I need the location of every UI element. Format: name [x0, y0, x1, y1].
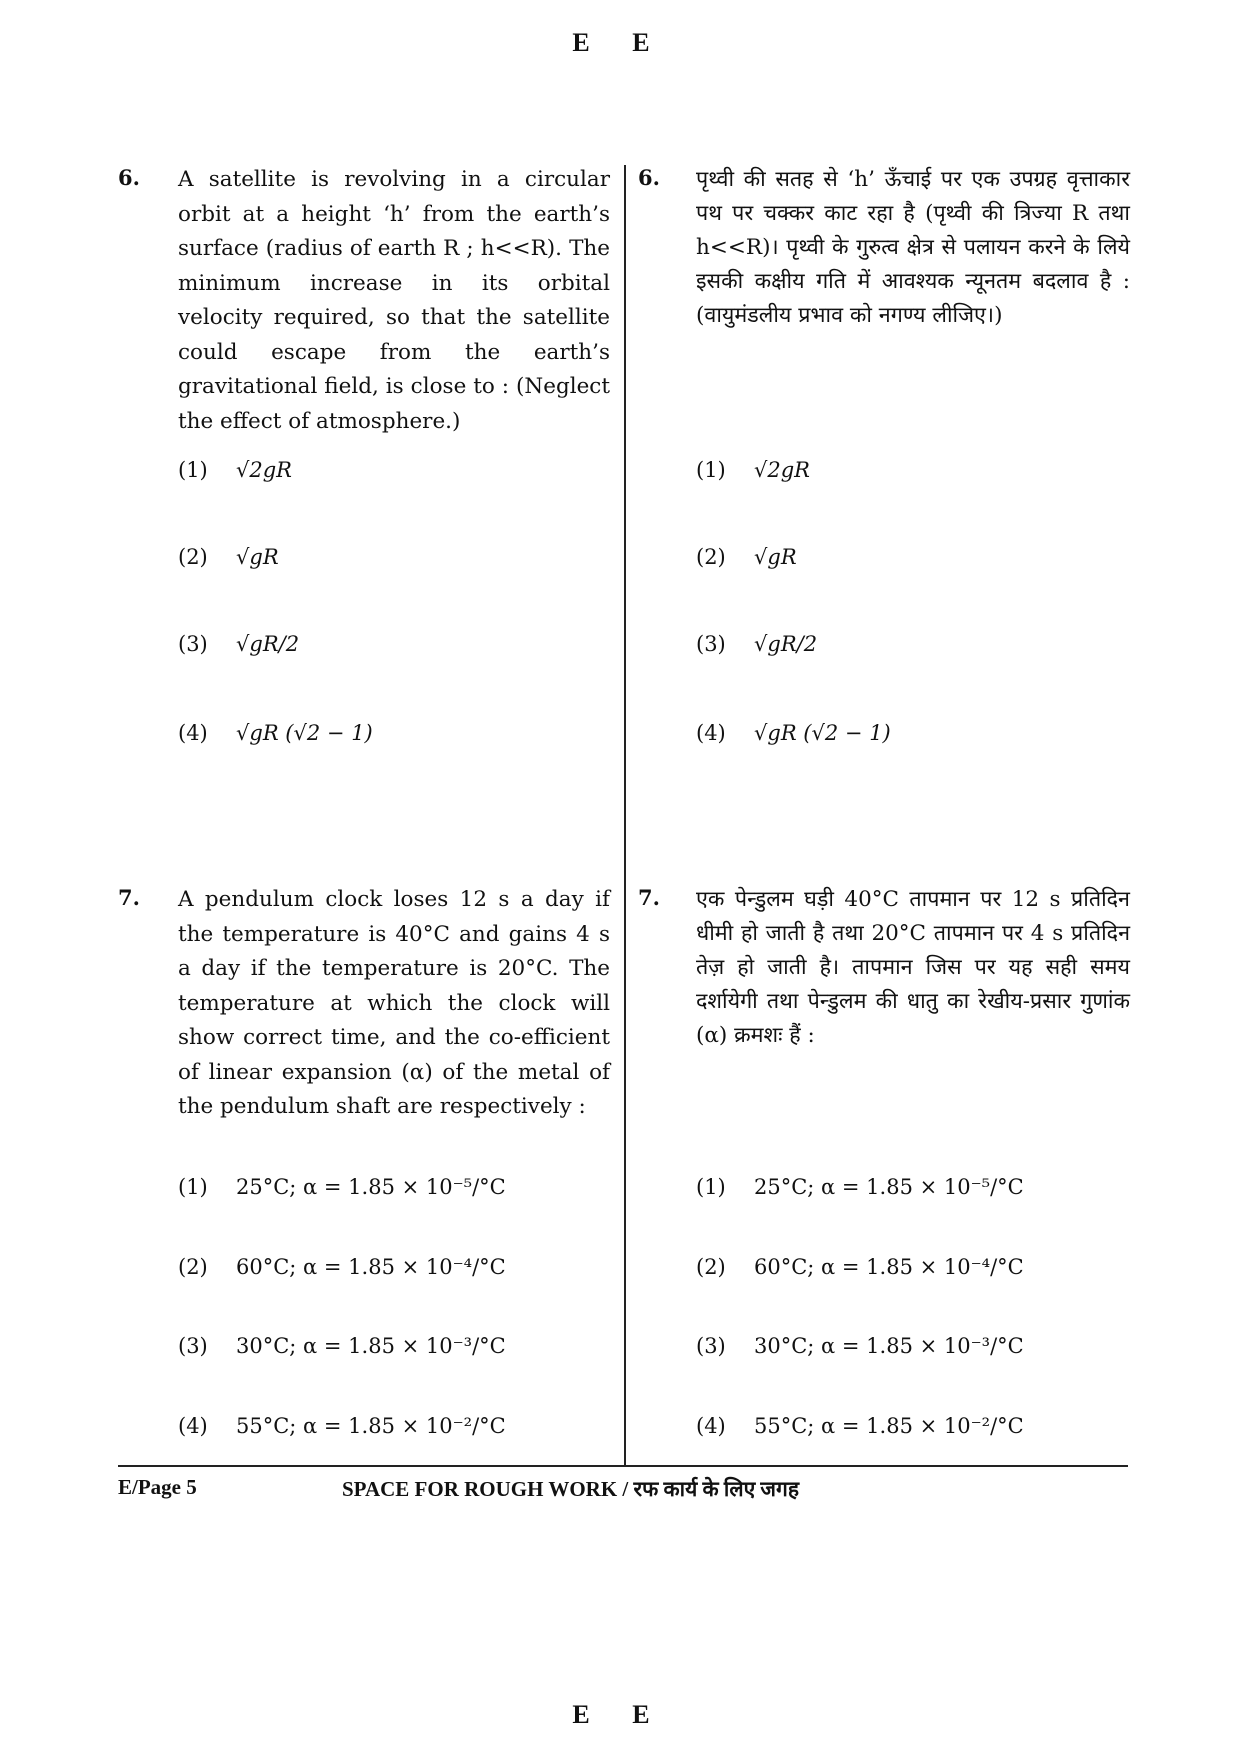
page-number: E/Page 5 [118, 1475, 197, 1499]
option-1 [178, 458, 292, 482]
option-number: (4) [178, 1414, 208, 1438]
option-value: 60°C; α = 1.85 × 10⁻⁴/°C [754, 1255, 1024, 1279]
option-value: √gR (√2 − 1) [754, 721, 891, 745]
option-value: √2gR [236, 458, 292, 482]
option-value: √gR [754, 545, 797, 569]
option-number: (4) [696, 1414, 726, 1438]
option-value: √gR/2 [754, 632, 818, 656]
option-number: (2) [696, 545, 726, 569]
option-value: √gR [236, 545, 279, 569]
question-text: एक पेन्डुलम घड़ी 40°C तापमान पर 12 s प्रतिदिन धीमी हो जाती है तथा 20°C तापमान पर 4 s प्रतिदिन तेज़ हो जाती है। तापमान जिस पर यह सही समय दर्शायेगी तथा पेन्डुलम की धातु का रेखीय-प्रसार गुणांक (α) क्रमशः हैं : [696, 887, 1130, 1048]
column-divider [624, 165, 626, 1465]
option-number: (2) [696, 1255, 726, 1279]
option-number: (1) [178, 458, 208, 482]
question-number: 7. [118, 885, 140, 910]
question-text: A pendulum clock loses 12 s a day if the temperature is 40°C and gains 4 s a day if the temperature is 20°C. The temperature at which the clock will show correct time, and the co-efficient of linear expansion (α) of the metal of the pendulum shaft are respectively : [178, 887, 610, 1119]
option-value: 60°C; α = 1.85 × 10⁻⁴/°C [236, 1255, 506, 1279]
option-3 [178, 632, 299, 656]
question-text: पृथ्वी की सतह से ‘h’ ऊँचाई पर एक उपग्रह वृत्ताकार पथ पर चक्कर काट रहा है (पृथ्वी की त्रिज्या R तथा h<<R)। पृथ्वी के गुरुत्व क्षेत्र से पलायन करने के लिये इसकी कक्षीय गति में आवश्यक न्यूनतम बदलाव है : (वायुमंडलीय प्रभाव को नगण्य लीजिए।) [696, 167, 1130, 328]
footer-rule [118, 1465, 1128, 1467]
option-4 [696, 721, 891, 745]
option-number: (1) [178, 1175, 208, 1199]
footer-mark: E E [572, 1700, 668, 1729]
option-value: √gR (√2 − 1) [236, 721, 373, 745]
option-1 [696, 1175, 1024, 1199]
option-number: (3) [696, 1334, 726, 1358]
option-value: 55°C; α = 1.85 × 10⁻²/°C [236, 1414, 506, 1438]
question-number: 7. [638, 885, 660, 910]
option-value: 30°C; α = 1.85 × 10⁻³/°C [236, 1334, 506, 1358]
option-number: (4) [696, 721, 726, 745]
option-number: (1) [696, 458, 726, 482]
option-3 [696, 632, 817, 656]
header-mark: E E [572, 28, 668, 57]
option-value: 25°C; α = 1.85 × 10⁻⁵/°C [236, 1175, 506, 1199]
option-value: 30°C; α = 1.85 × 10⁻³/°C [754, 1334, 1024, 1358]
option-4 [178, 1414, 506, 1438]
option-number: (4) [178, 721, 208, 745]
option-1 [696, 458, 810, 482]
option-number: (1) [696, 1175, 726, 1199]
option-value: 25°C; α = 1.85 × 10⁻⁵/°C [754, 1175, 1024, 1199]
option-4 [178, 721, 373, 745]
option-number: (3) [178, 1334, 208, 1358]
option-3 [696, 1334, 1024, 1358]
option-number: (2) [178, 1255, 208, 1279]
option-2 [178, 545, 279, 569]
question-text: A satellite is revolving in a circular orbit at a height ‘h’ from the earth’s surface (radius of earth R ; h<<R). The minimum increase in its orbital velocity required, so that the satellite could escape from the earth’s gravitational field, is close to : (Neglect the effect of atmosphere.) [178, 167, 610, 434]
option-number: (3) [178, 632, 208, 656]
question-number: 6. [118, 165, 140, 190]
option-4 [696, 1414, 1024, 1438]
question-number: 6. [638, 165, 660, 190]
option-number: (3) [696, 632, 726, 656]
option-number: (2) [178, 545, 208, 569]
option-1 [178, 1175, 506, 1199]
option-value: 55°C; α = 1.85 × 10⁻²/°C [754, 1414, 1024, 1438]
option-2 [178, 1255, 506, 1279]
option-2 [696, 1255, 1024, 1279]
rough-work-label: SPACE FOR ROUGH WORK / रफ कार्य के लिए जगह [342, 1477, 799, 1501]
option-3 [178, 1334, 506, 1358]
option-2 [696, 545, 797, 569]
option-value: √gR/2 [236, 632, 300, 656]
option-value: √2gR [754, 458, 810, 482]
